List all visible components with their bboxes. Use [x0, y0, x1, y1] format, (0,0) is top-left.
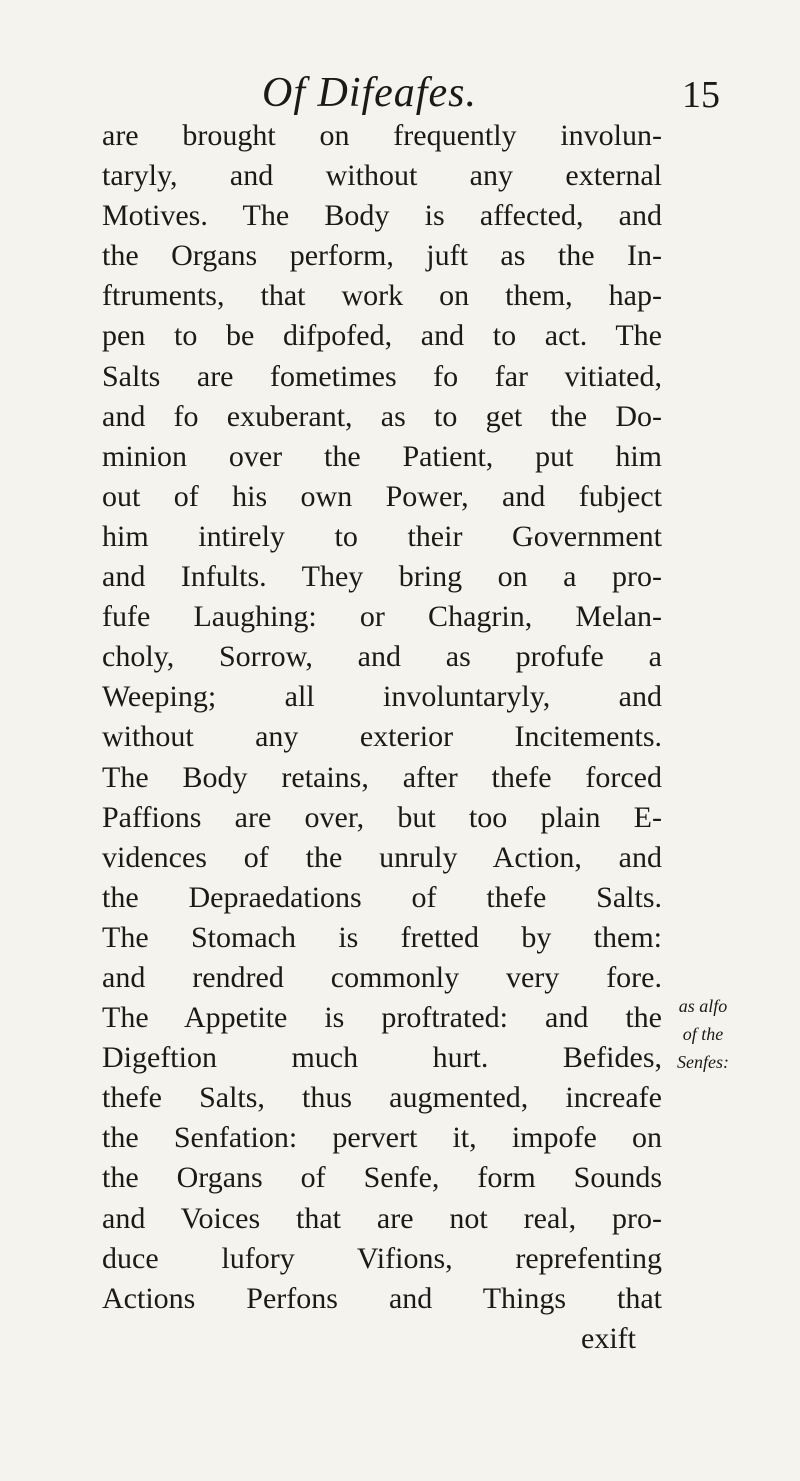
- text-line: duce lufory Vifions, reprefenting: [102, 1241, 662, 1275]
- margin-note-line: as alfo: [678, 996, 728, 1016]
- text-line: the Organs of Senfe, form Sounds: [102, 1161, 662, 1195]
- margin-note-line: Senfes:: [677, 1052, 729, 1072]
- text-line: and fo exuberant, as to get the Do-: [102, 399, 662, 433]
- text-line: and Infults. They bring on a pro-: [102, 560, 662, 594]
- text-line: pen to be difpofed, and to act. The: [102, 319, 662, 353]
- text-line: vidences of the unruly Action, and: [102, 840, 662, 874]
- text-line: him intirely to their Government: [102, 519, 662, 553]
- text-line: and Voices that are not real, pro-: [102, 1201, 662, 1235]
- text-line: minion over the Patient, put him: [102, 439, 662, 473]
- body-text: [102, 116, 662, 1359]
- text-line: out of his own Power, and fubject: [102, 479, 662, 513]
- text-line: choly, Sorrow, and as profufe a: [102, 640, 662, 674]
- text-line: Actions Perfons and Things that: [102, 1281, 662, 1315]
- text-line: Weeping; all involuntaryly, and: [102, 680, 662, 714]
- catchword: exift: [581, 1321, 636, 1355]
- text-line: and rendred commonly very fore.: [102, 960, 662, 994]
- text-line: the Organs perform, juft as the In-: [102, 239, 662, 273]
- text-line: Digeftion much hurt. Befides,: [102, 1041, 662, 1075]
- text-line: the Depraedations of thefe Salts.: [102, 880, 662, 914]
- text-line: ftruments, that work on them, hap-: [102, 279, 662, 313]
- text-line: are brought on frequently involun-: [102, 119, 662, 152]
- text-line: Salts are fometimes fo far vitiated,: [102, 359, 662, 393]
- text-line: the Senfation: pervert it, impofe on: [102, 1121, 662, 1155]
- page-number: 15: [682, 74, 720, 116]
- text-line: Motives. The Body is affected, and: [102, 199, 662, 233]
- text-line: Paffions are over, but too plain E-: [102, 800, 662, 834]
- text-line: fufe Laughing: or Chagrin, Melan-: [102, 600, 662, 634]
- text-line: taryly, and without any external: [102, 159, 662, 193]
- text-line: thefe Salts, thus augmented, increafe: [102, 1081, 662, 1115]
- text-line: The Stomach is fretted by them:: [102, 920, 662, 954]
- margin-note-line: of the: [682, 1024, 724, 1044]
- text-line: The Appetite is proftrated: and the: [102, 1001, 662, 1035]
- running-head: [0, 68, 800, 118]
- text-line: without any exterior Incitements.: [102, 720, 662, 754]
- margin-note: [668, 992, 738, 1076]
- running-title: Of Difeafes.: [262, 70, 477, 116]
- text-line: The Body retains, after thefe forced: [102, 760, 662, 794]
